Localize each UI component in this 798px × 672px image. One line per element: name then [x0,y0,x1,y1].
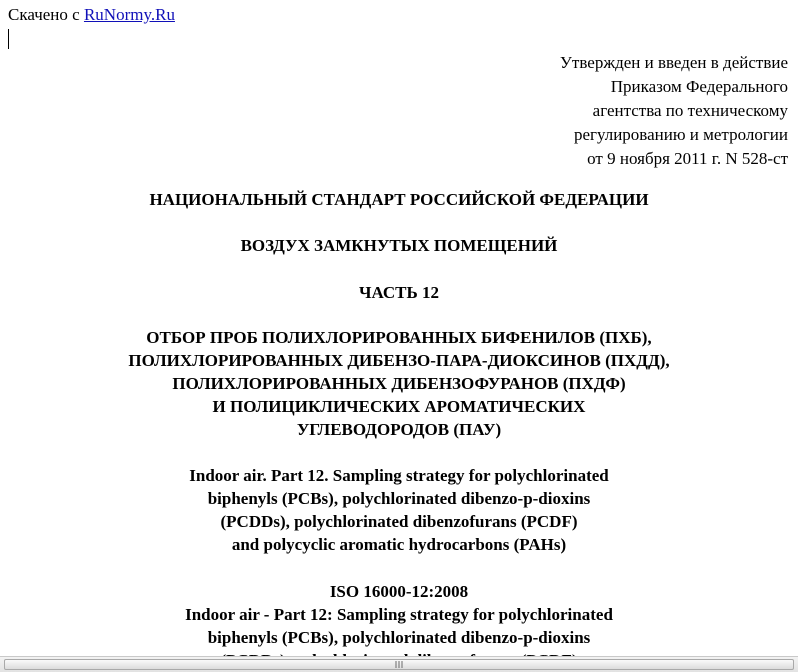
iso-number: ISO 16000-12:2008 [329,582,469,601]
subject-heading-text: ВОЗДУХ ЗАМКНУТЫХ ПОМЕЩЕНИЙ [240,236,558,255]
standard-heading [0,188,798,211]
approval-line: от 9 ноября 2011 г. N 528-ст [587,149,788,168]
approval-line: Приказом Федерального [610,77,788,96]
subject-heading [0,234,798,257]
approval-line: Утвержден и введен в действие [559,53,788,72]
russian-title-line: ПОЛИХЛОРИРОВАННЫХ ДИБЕНЗО-ПАРА-ДИОКСИНОВ (ПХДД), [128,351,670,370]
scrollbar-thumb[interactable] [4,659,794,670]
approval-line: регулированию и метрологии [573,125,788,144]
approval-block [560,51,788,171]
english-title-line: and polycyclic aromatic hydrocarbons (PAHs) [231,535,567,554]
grip-icon [396,661,403,668]
horizontal-scrollbar[interactable] [0,656,798,672]
text-cursor [8,29,9,49]
part-heading [0,281,798,304]
part-heading-text: ЧАСТЬ 12 [358,283,439,302]
standard-heading-text: НАЦИОНАЛЬНЫЙ СТАНДАРТ РОССИЙСКОЙ ФЕДЕРАЦИИ [149,190,649,209]
english-title-line: Indoor air. Part 12. Sampling strategy for polychlorinated [189,466,609,485]
source-prefix: Скачено с [8,5,84,24]
english-title-line: (PCDDs), polychlorinated dibenzofurans (PCDF) [220,512,578,531]
russian-title-line: И ПОЛИЦИКЛИЧЕСКИХ АРОМАТИЧЕСКИХ [212,397,586,416]
source-link[interactable]: RuNormy.Ru [83,5,175,24]
iso-title-line: Indoor air - Part 12: Sampling strategy for polychlorinated [185,605,613,624]
russian-title-line: ПОЛИХЛОРИРОВАННЫХ ДИБЕНЗОФУРАНОВ (ПХДФ) [172,374,626,393]
russian-title-line: ОТБОР ПРОБ ПОЛИХЛОРИРОВАННЫХ БИФЕНИЛОВ (ПХБ), [146,328,652,347]
russian-title-line: УГЛЕВОДОРОДОВ (ПАУ) [296,420,502,439]
english-title [0,464,798,556]
iso-title-line: biphenyls (PCBs), polychlorinated dibenzo-p-dioxins [207,628,591,647]
english-title-line: biphenyls (PCBs), polychlorinated dibenzo-p-dioxins [207,489,591,508]
source-line [8,5,175,25]
approval-line: агентства по техническому [592,101,788,120]
russian-title [0,326,798,441]
